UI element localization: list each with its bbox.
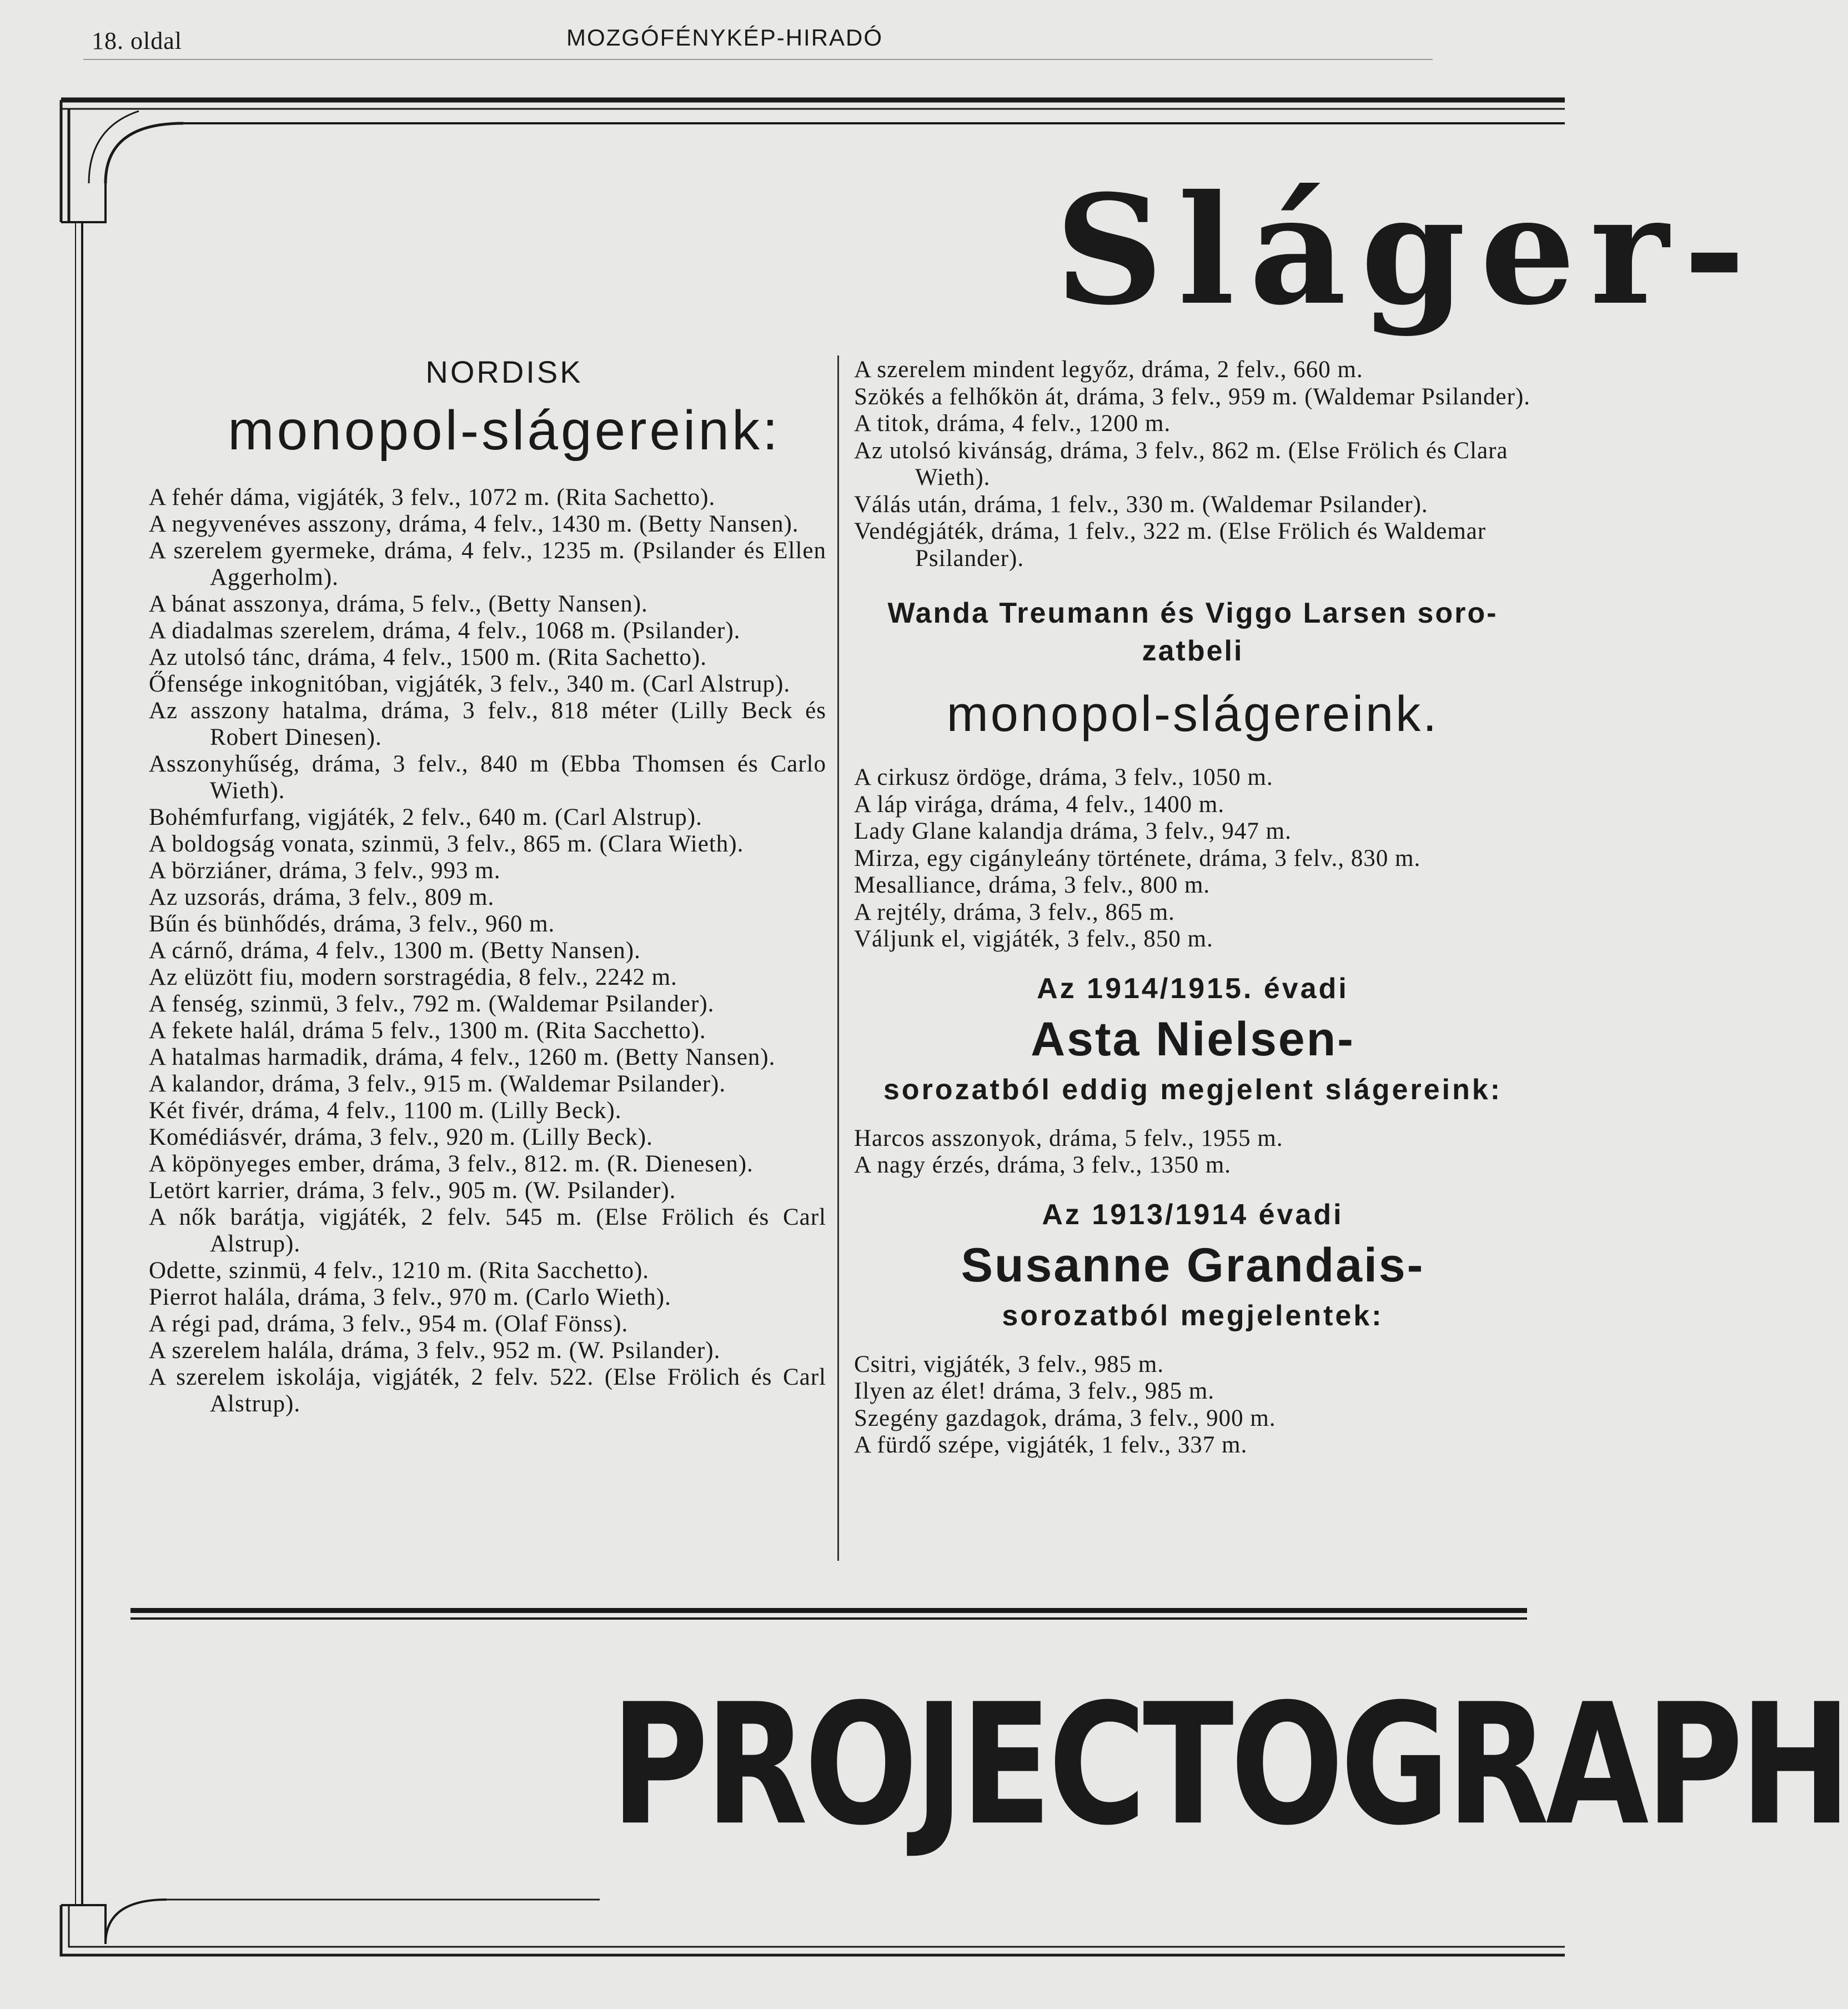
running-header bbox=[0, 22, 1565, 61]
film-entry: Bűn és bünhődés, dráma, 3 felv., 960 m. bbox=[149, 911, 555, 937]
nordisk-heading: monopol-slágereink: bbox=[228, 399, 781, 462]
film-entry: A fenség, szinmü, 3 felv., 792 m. (Waldemar Psilander). bbox=[149, 991, 715, 1017]
film-entry: Ilyen az élet! dráma, 3 felv., 985 m. bbox=[854, 1378, 1215, 1404]
film-entry: A szerelem mindent legyőz, dráma, 2 felv., 660 m. bbox=[854, 357, 1363, 383]
nielsen-film-list bbox=[854, 1125, 1531, 1179]
film-entry: Mirza, egy cigányleány története, dráma, 3 felv., 830 m. bbox=[854, 845, 1421, 871]
film-entry: Váljunk el, vigjáték, 3 felv., 850 m. bbox=[854, 926, 1213, 952]
film-entry: A bánat asszonya, dráma, 5 felv., (Betty Nansen). bbox=[149, 591, 648, 617]
film-entry: Az elüzött fiu, modern sorstragédia, 8 felv., 2242 m. bbox=[149, 964, 677, 990]
nielsen-series-heading: sorozatból eddig megjelent slágereink: bbox=[883, 1073, 1503, 1106]
film-entry: Bohémfurfang, vigjáték, 2 felv., 640 m. (Carl Alstrup). bbox=[149, 804, 702, 830]
film-entry: Az uzsorás, dráma, 3 felv., 809 m. bbox=[149, 884, 495, 910]
treumann-heading bbox=[854, 594, 1531, 670]
journal-title: MOZGÓFÉNYKÉP-HIRADÓ bbox=[566, 24, 883, 51]
film-entry: Az utolsó kivánság, dráma, 3 felv., 862 m. (Else Frölich és Clara Wieth). bbox=[854, 437, 1508, 490]
film-entry: Őfensége inkognitóban, vigjáték, 3 felv., 340 m. (Carl Alstrup). bbox=[149, 671, 791, 697]
column-divider bbox=[837, 355, 839, 1561]
film-entry: A hatalmas harmadik, dráma, 4 felv., 1260 m. (Betty Nansen). bbox=[149, 1044, 776, 1070]
film-entry: A boldogság vonata, szinmü, 3 felv., 865 m. (Clara Wieth). bbox=[149, 831, 744, 857]
bottom-rule-thin bbox=[130, 1617, 1527, 1620]
treumann-heading-line-1: Wanda Treumann és Viggo Larsen soro- bbox=[887, 597, 1498, 629]
film-entry: A nagy érzés, dráma, 3 felv., 1350 m. bbox=[854, 1152, 1232, 1178]
nordisk-label: NORDISK bbox=[425, 354, 583, 389]
film-entry: A titok, dráma, 4 felv., 1200 m. bbox=[854, 410, 1171, 437]
film-entry: A negyvenéves asszony, dráma, 4 felv., 1430 m. (Betty Nansen). bbox=[149, 511, 799, 537]
projectograph-brand: PROJECTOGRAPH bbox=[611, 1667, 1848, 1862]
treumann-heading-line-2: zatbeli bbox=[1142, 635, 1244, 667]
asta-nielsen-heading: Asta Nielsen- bbox=[1031, 1012, 1355, 1066]
film-entry: Odette, szinmü, 4 felv., 1210 m. (Rita Sacchetto). bbox=[149, 1257, 650, 1284]
film-entry: Mesalliance, dráma, 3 felv., 800 m. bbox=[854, 872, 1211, 898]
film-entry: A fürdő szépe, vigjáték, 1 felv., 337 m. bbox=[854, 1432, 1248, 1458]
nordisk-film-list bbox=[149, 484, 826, 1417]
film-entry: A fehér dáma, vigjáték, 3 felv., 1072 m. (Rita Sachetto). bbox=[149, 484, 716, 510]
page-title: Sláger- bbox=[1055, 162, 1760, 338]
film-entry: Letört karrier, dráma, 3 felv., 905 m. (W. Psilander). bbox=[149, 1178, 676, 1204]
film-entry: A fekete halál, dráma 5 felv., 1300 m. (Rita Sacchetto). bbox=[149, 1018, 706, 1044]
film-entry: A cirkusz ördöge, dráma, 3 felv., 1050 m. bbox=[854, 764, 1273, 790]
film-entry: A börziáner, dráma, 3 felv., 993 m. bbox=[149, 858, 501, 884]
film-entry: A szerelem iskolája, vigjáték, 2 felv. 522. (Else Frölich és Carl Alstrup). bbox=[149, 1364, 826, 1417]
page-number: 18. oldal bbox=[92, 27, 182, 54]
grandais-series-heading: sorozatból megjelentek: bbox=[1002, 1299, 1384, 1332]
film-entry: A szerelem halála, dráma, 3 felv., 952 m. (W. Psilander). bbox=[149, 1337, 721, 1364]
right-column bbox=[854, 357, 1531, 1459]
film-entry: Szegény gazdagok, dráma, 3 felv., 900 m. bbox=[854, 1405, 1276, 1431]
film-entry: A nők barátja, vigjáték, 2 felv. 545 m. (Else Frölich és Carl Alstrup). bbox=[149, 1204, 826, 1257]
grandais-film-list bbox=[854, 1351, 1531, 1459]
film-entry: Két fivér, dráma, 4 felv., 1100 m. (Lilly Beck). bbox=[149, 1098, 622, 1124]
film-entry: Komédiásvér, dráma, 3 felv., 920 m. (Lilly Beck). bbox=[149, 1124, 653, 1150]
film-entry: A szerelem gyermeke, dráma, 4 felv., 1235 m. (Psilander és Ellen Aggerholm). bbox=[149, 538, 826, 590]
film-entry: A kalandor, dráma, 3 felv., 915 m. (Waldemar Psilander). bbox=[149, 1071, 726, 1097]
film-entry: A régi pad, dráma, 3 felv., 954 m. (Olaf Fönss). bbox=[149, 1311, 629, 1337]
season-1913-heading: Az 1913/1914 évadi bbox=[1042, 1198, 1344, 1231]
nordisk-column bbox=[149, 350, 826, 1417]
susanne-grandais-heading: Susanne Grandais- bbox=[961, 1238, 1425, 1292]
film-entry: Szökés a felhőkön át, dráma, 3 felv., 959 m. (Waldemar Psilander). bbox=[854, 383, 1531, 410]
film-entry: Az asszony hatalma, dráma, 3 felv., 818 méter (Lilly Beck és Robert Dinesen). bbox=[149, 698, 826, 750]
film-entry: A köpönyeges ember, dráma, 3 felv., 812. m. (R. Dienesen). bbox=[149, 1151, 754, 1177]
film-entry: Harcos asszonyok, dráma, 5 felv., 1955 m. bbox=[854, 1125, 1283, 1151]
bottom-rule bbox=[130, 1608, 1527, 1613]
season-1914-heading: Az 1914/1915. évadi bbox=[1037, 972, 1349, 1005]
treumann-film-list bbox=[854, 764, 1531, 953]
film-entry: Pierrot halála, dráma, 3 felv., 970 m. (Carlo Wieth). bbox=[149, 1284, 671, 1310]
header-rule bbox=[83, 59, 1433, 60]
film-entry: A rejtély, dráma, 3 felv., 865 m. bbox=[854, 899, 1175, 925]
film-entry: Csitri, vigjáték, 3 felv., 985 m. bbox=[854, 1351, 1164, 1377]
film-entry: Vendégjáték, dráma, 1 felv., 322 m. (Else Frölich és Waldemar Psilander). bbox=[854, 518, 1487, 572]
film-entry: Asszonyhűség, dráma, 3 felv., 840 m (Ebba Thomsen és Carlo Wieth). bbox=[149, 751, 826, 804]
film-entry: Az utolsó tánc, dráma, 4 felv., 1500 m. (Rita Sachetto). bbox=[149, 644, 707, 670]
treumann-mono-heading: monopol-slágereink. bbox=[946, 687, 1439, 742]
film-entry: A cárnő, dráma, 4 felv., 1300 m. (Betty Nansen). bbox=[149, 938, 641, 964]
film-entry: Lady Glane kalandja dráma, 3 felv., 947 m. bbox=[854, 818, 1292, 844]
film-entry: A láp virága, dráma, 4 felv., 1400 m. bbox=[854, 791, 1225, 818]
film-entry: A diadalmas szerelem, dráma, 4 felv., 1068 m. (Psilander). bbox=[149, 618, 741, 644]
film-entry: Válás után, dráma, 1 felv., 330 m. (Waldemar Psilander). bbox=[854, 491, 1428, 518]
right-film-list bbox=[854, 357, 1531, 572]
